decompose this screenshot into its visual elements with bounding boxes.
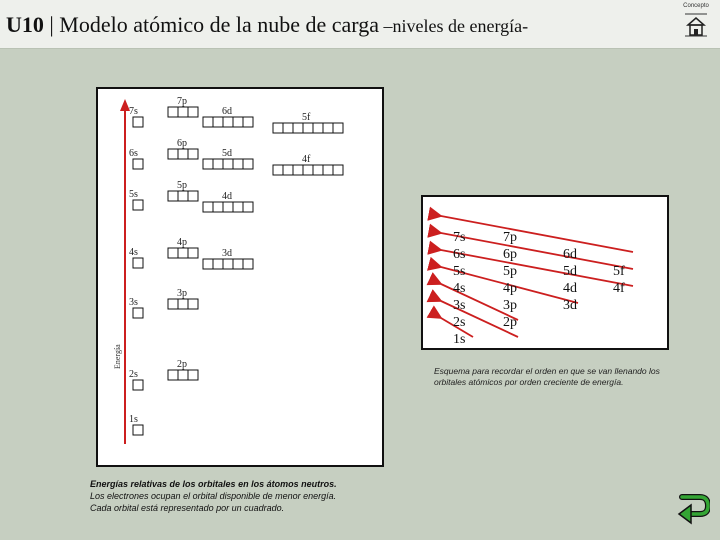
caption-left xyxy=(90,478,420,514)
orbital-box xyxy=(168,370,178,380)
orbital-box xyxy=(203,159,213,169)
orbital-level-5s xyxy=(129,189,143,210)
aufbau-canvas xyxy=(423,197,667,348)
aufbau-diagram xyxy=(421,195,669,350)
orbital-label: 2p xyxy=(177,359,187,370)
orbital-box xyxy=(203,259,213,269)
orbital-box xyxy=(178,370,188,380)
aufbau-label-6p: 6p xyxy=(503,247,517,262)
filling-order-arrow xyxy=(441,250,633,286)
orbital-box xyxy=(213,202,223,212)
orbital-box xyxy=(178,191,188,201)
aufbau-label-6d: 6d xyxy=(563,247,577,262)
aufbau-label-5p: 5p xyxy=(503,264,517,279)
aufbau-label-3s: 3s xyxy=(453,298,466,313)
orbital-label: 7s xyxy=(129,106,138,117)
orbital-label: 4s xyxy=(129,247,138,258)
orbital-box xyxy=(313,123,323,133)
header-bar xyxy=(0,0,720,49)
orbital-level-3s xyxy=(129,297,143,318)
orbital-box xyxy=(243,159,253,169)
aufbau-label-4p: 4p xyxy=(503,281,517,296)
orbital-box xyxy=(133,200,143,210)
aufbau-label-2s: 2s xyxy=(453,315,466,330)
orbital-level-4d xyxy=(203,191,253,212)
orbital-label: 5s xyxy=(129,189,138,200)
orbital-level-4p xyxy=(168,237,198,258)
orbital-level-1s xyxy=(129,414,143,435)
orbital-level-2s xyxy=(129,369,143,390)
orbital-box xyxy=(168,191,178,201)
orbital-label: 3p xyxy=(177,288,187,299)
energy-axis-label: Energía xyxy=(113,344,122,369)
orbital-box xyxy=(213,117,223,127)
orbital-box xyxy=(283,165,293,175)
orbital-box xyxy=(233,259,243,269)
orbital-box xyxy=(203,202,213,212)
title-separator: | xyxy=(43,12,60,37)
aufbau-label-4s: 4s xyxy=(453,281,466,296)
page-title xyxy=(6,12,528,38)
orbital-level-2p xyxy=(168,359,198,380)
home-building-icon xyxy=(683,3,709,37)
orbital-level-5d xyxy=(203,148,253,169)
orbital-box xyxy=(243,117,253,127)
aufbau-label-5d: 5d xyxy=(563,264,577,279)
orbital-box xyxy=(133,159,143,169)
aufbau-label-1s: 1s xyxy=(453,332,466,347)
aufbau-label-4d: 4d xyxy=(563,281,577,296)
orbital-level-3d xyxy=(203,248,253,269)
orbital-label: 5d xyxy=(222,148,232,159)
aufbau-label-6s: 6s xyxy=(453,247,466,262)
orbital-level-4f xyxy=(273,154,343,175)
aufbau-label-7p: 7p xyxy=(503,230,517,245)
orbital-label: 3s xyxy=(129,297,138,308)
orbital-box xyxy=(233,202,243,212)
orbital-level-6p xyxy=(168,138,198,159)
orbital-level-4s xyxy=(129,247,143,268)
orbital-box xyxy=(243,259,253,269)
orbital-box xyxy=(168,149,178,159)
orbital-label: 5f xyxy=(302,112,311,123)
caption-right: Esquema para recordar el orden en que se van llenando los orbitales atómicos por orden creciente de energía. xyxy=(434,366,660,387)
orbital-label: 4f xyxy=(302,154,311,165)
orbital-label: 4p xyxy=(177,237,187,248)
orbital-label: 6p xyxy=(177,138,187,149)
orbital-box xyxy=(203,117,213,127)
orbital-level-7p xyxy=(168,96,198,117)
return-arrow-icon xyxy=(676,493,710,527)
orbital-box xyxy=(168,107,178,117)
orbital-level-7s xyxy=(129,106,143,127)
aufbau-label-2p: 2p xyxy=(503,315,517,330)
filling-order-arrow xyxy=(441,233,633,269)
orbital-box xyxy=(233,159,243,169)
filling-order-arrow xyxy=(441,216,633,252)
orbital-box xyxy=(223,117,233,127)
orbital-level-3p xyxy=(168,288,198,309)
orbital-box xyxy=(133,258,143,268)
title-sub: –niveles de energía- xyxy=(379,16,529,36)
orbital-level-6d xyxy=(203,106,253,127)
caption-left-line3: Cada orbital está representado por un cuadrado. xyxy=(90,503,285,513)
orbital-box xyxy=(188,299,198,309)
orbital-box xyxy=(133,308,143,318)
caption-left-line2: Los electrones ocupan el orbital disponible de menor energía. xyxy=(90,491,337,501)
orbital-box xyxy=(223,259,233,269)
orbital-box xyxy=(323,123,333,133)
aufbau-label-3p: 3p xyxy=(503,298,517,313)
orbital-box xyxy=(188,149,198,159)
orbital-label: 6d xyxy=(222,106,232,117)
orbital-level-5f xyxy=(273,112,343,133)
aufbau-label-4f: 4f xyxy=(613,281,625,296)
logo-label: Concepto xyxy=(683,3,709,9)
orbital-box xyxy=(188,107,198,117)
orbital-box xyxy=(223,159,233,169)
orbital-box xyxy=(323,165,333,175)
orbital-label: 1s xyxy=(129,414,138,425)
concept-map-button[interactable] xyxy=(683,3,709,37)
aufbau-label-7s: 7s xyxy=(453,230,466,245)
orbital-box xyxy=(188,191,198,201)
orbital-box xyxy=(333,123,343,133)
orbital-box xyxy=(223,202,233,212)
orbital-energy-diagram xyxy=(96,87,384,467)
aufbau-label-5f: 5f xyxy=(613,264,625,279)
orbital-label: 6s xyxy=(129,148,138,159)
return-button[interactable] xyxy=(676,493,710,527)
orbital-box xyxy=(168,248,178,258)
orbital-box xyxy=(243,202,253,212)
unit-label: U10 xyxy=(6,12,44,37)
orbital-box xyxy=(133,425,143,435)
orbital-box xyxy=(283,123,293,133)
orbital-level-6s xyxy=(129,148,143,169)
orbital-box xyxy=(303,123,313,133)
orbital-box xyxy=(213,159,223,169)
orbital-box xyxy=(273,165,283,175)
orbital-box xyxy=(293,123,303,133)
orbital-label: 5p xyxy=(177,180,187,191)
caption-left-title: Energías relativas de los orbitales en los átomos neutros. xyxy=(90,479,337,489)
orbital-box xyxy=(188,370,198,380)
orbital-label: 2s xyxy=(129,369,138,380)
orbital-label: 7p xyxy=(177,96,187,107)
energy-diagram-canvas xyxy=(98,89,382,465)
orbital-box xyxy=(168,299,178,309)
orbital-box xyxy=(188,248,198,258)
orbital-box xyxy=(303,165,313,175)
orbital-box xyxy=(178,107,188,117)
aufbau-label-3d: 3d xyxy=(563,298,577,313)
title-main: Modelo atómico de la nube de carga xyxy=(59,12,379,37)
orbital-box xyxy=(273,123,283,133)
orbital-label: 3d xyxy=(222,248,232,259)
orbital-box xyxy=(313,165,323,175)
orbital-box xyxy=(133,117,143,127)
orbital-box xyxy=(213,259,223,269)
aufbau-label-5s: 5s xyxy=(453,264,466,279)
orbital-box xyxy=(178,299,188,309)
orbital-box xyxy=(178,248,188,258)
orbital-box xyxy=(293,165,303,175)
orbital-level-5p xyxy=(168,180,198,201)
orbital-box xyxy=(178,149,188,159)
orbital-box xyxy=(233,117,243,127)
orbital-box xyxy=(133,380,143,390)
orbital-box xyxy=(333,165,343,175)
orbital-label: 4d xyxy=(222,191,232,202)
